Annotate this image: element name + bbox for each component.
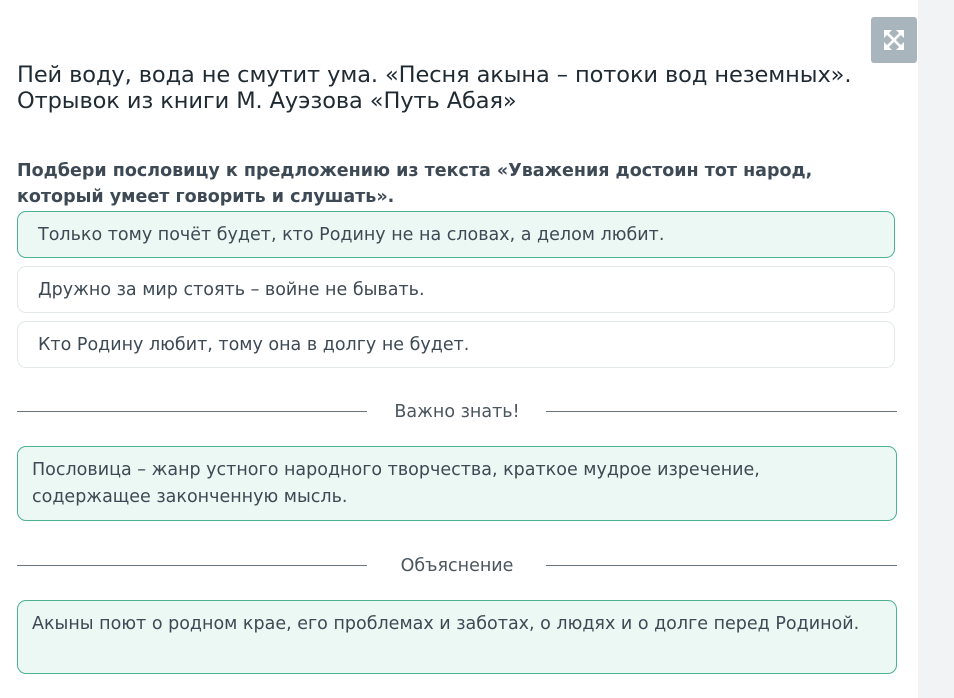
answer-option-label: Дружно за мир стоять – войне не бывать. bbox=[38, 279, 425, 300]
expand-icon bbox=[882, 28, 906, 52]
answer-option-label: Только тому почёт будет, кто Родину не на словах, а делом любит. bbox=[38, 224, 665, 245]
answer-option-2[interactable] bbox=[17, 266, 895, 313]
answer-option-1[interactable] bbox=[17, 211, 895, 258]
important-text: Пословица – жанр устного народного творчества, краткое мудрое изречение, содержащее законченную мысль. bbox=[32, 460, 760, 507]
important-heading: Важно знать! bbox=[394, 402, 520, 422]
important-divider bbox=[17, 400, 897, 424]
explanation-box bbox=[17, 600, 897, 674]
answer-option-3[interactable] bbox=[17, 321, 895, 368]
page-title: Пей воду, вода не смутит ума. «Песня акына – потоки вод неземных». Отрывок из книги М. Ауэзова «Путь Абая» bbox=[17, 62, 852, 114]
important-box bbox=[17, 446, 897, 521]
question-text: Подбери пословицу к предложению из текста «Уважения достоин тот народ, который умеет говорить и слушать». bbox=[17, 161, 813, 207]
explanation-heading: Объяснение bbox=[400, 556, 514, 576]
explanation-divider bbox=[17, 554, 897, 578]
right-side-panel bbox=[918, 0, 954, 698]
expand-button[interactable] bbox=[871, 17, 917, 63]
answer-option-label: Кто Родину любит, тому она в долгу не будет. bbox=[38, 334, 470, 355]
explanation-text: Акыны поют о родном крае, его проблемах и заботах, о людях и о долге перед Родиной. bbox=[32, 614, 860, 634]
